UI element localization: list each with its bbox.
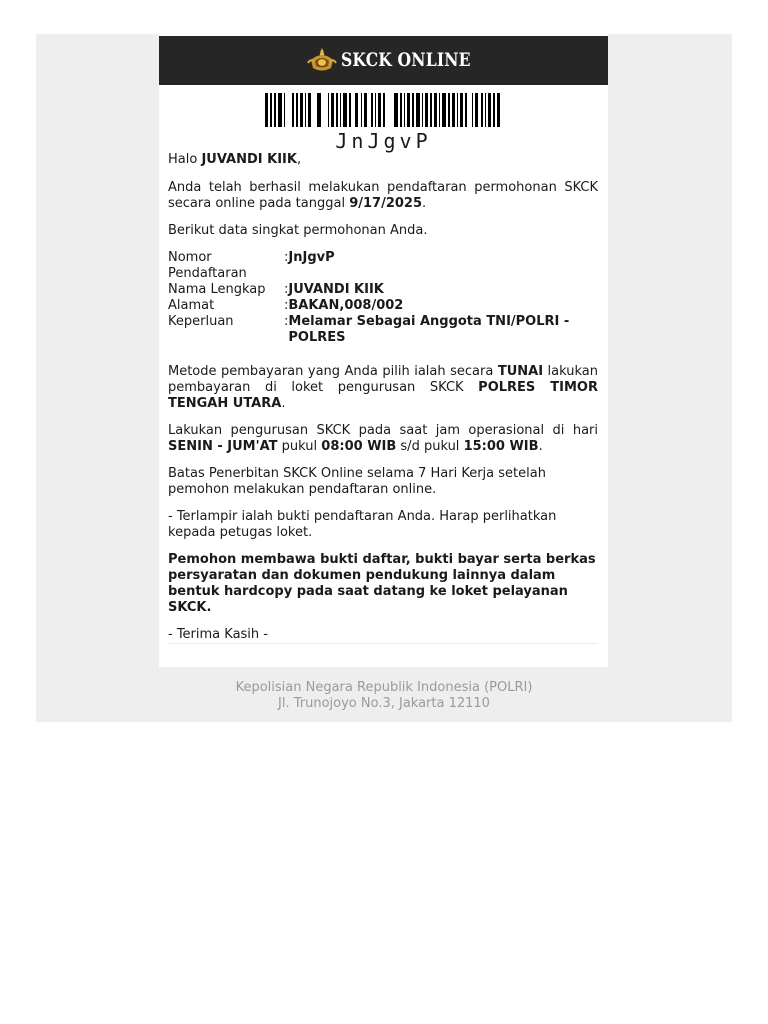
info-value: JUVANDI KIIK xyxy=(288,282,384,297)
paragraph-payment: Metode pembayaran yang Anda pilih ialah secara TUNAI lakukan pembayaran di loket pengurusan SKCK POLRES TIMOR TENGAH UTARA. xyxy=(168,364,598,411)
info-row-purpose xyxy=(168,314,598,346)
paragraph-attachment: - Terlampir ialah bukti pendaftaran Anda. Harap perlihatkan kepada petugas loket. xyxy=(168,509,557,540)
info-separator: : xyxy=(284,282,289,297)
paragraph-requirements: Pemohon membawa bukti daftar, bukti bayar serta berkas persyaratan dan dokumen pendukung lainnya dalam bentuk hardcopy pada saat datang ke loket pelayanan SKCK. xyxy=(168,552,596,615)
closing-text: - Terima Kasih - xyxy=(168,627,268,642)
email-footer xyxy=(36,680,732,712)
footer-address: Jl. Trunojoyo No.3, Jakarta 12110 xyxy=(278,696,490,711)
paragraph-summary-intro: Berikut data singkat permohonan Anda. xyxy=(168,223,428,238)
greeting: Halo JUVANDI KIIK, xyxy=(168,152,302,167)
paragraph-deadline: Batas Penerbitan SKCK Online selama 7 Hari Kerja setelah pemohon melakukan pendaftaran online. xyxy=(168,466,546,497)
email-card xyxy=(159,34,608,667)
info-label: Nama Lengkap xyxy=(168,282,266,297)
paragraph-registration: Anda telah berhasil melakukan pendaftaran permohonan SKCK secara online pada tanggal 9/17/2025. xyxy=(168,180,598,211)
polri-emblem-icon xyxy=(307,46,337,74)
info-value: BAKAN,008/002 xyxy=(288,298,404,313)
info-value: Melamar Sebagai Anggota TNI/POLRI - POLRES xyxy=(288,314,570,345)
info-label: Keperluan xyxy=(168,314,234,329)
info-separator: : xyxy=(284,250,289,265)
footer-organization: Kepolisian Negara Republik Indonesia (POLRI) xyxy=(235,680,533,695)
brand-title: SKCK ONLINE xyxy=(341,49,471,71)
divider xyxy=(168,643,598,644)
info-row-registration-number xyxy=(168,250,598,282)
info-table xyxy=(168,250,598,346)
barcode-text: JnJgvP xyxy=(335,129,432,153)
info-label: Alamat xyxy=(168,298,215,313)
barcode-image xyxy=(265,93,501,127)
email-body xyxy=(168,152,598,643)
paragraph-hours: Lakukan pengurusan SKCK pada saat jam operasional di hari SENIN - JUM'AT pukul 08:00 WIB s/d pukul 15:00 WIB. xyxy=(168,423,598,454)
info-separator: : xyxy=(284,298,289,313)
email-background xyxy=(36,34,732,722)
info-separator: : xyxy=(284,314,289,329)
info-value: JnJgvP xyxy=(288,250,335,265)
email-header xyxy=(159,36,608,85)
info-label: Nomor Pendaftaran xyxy=(168,250,247,281)
info-row-full-name xyxy=(168,282,598,298)
info-row-address xyxy=(168,298,598,314)
